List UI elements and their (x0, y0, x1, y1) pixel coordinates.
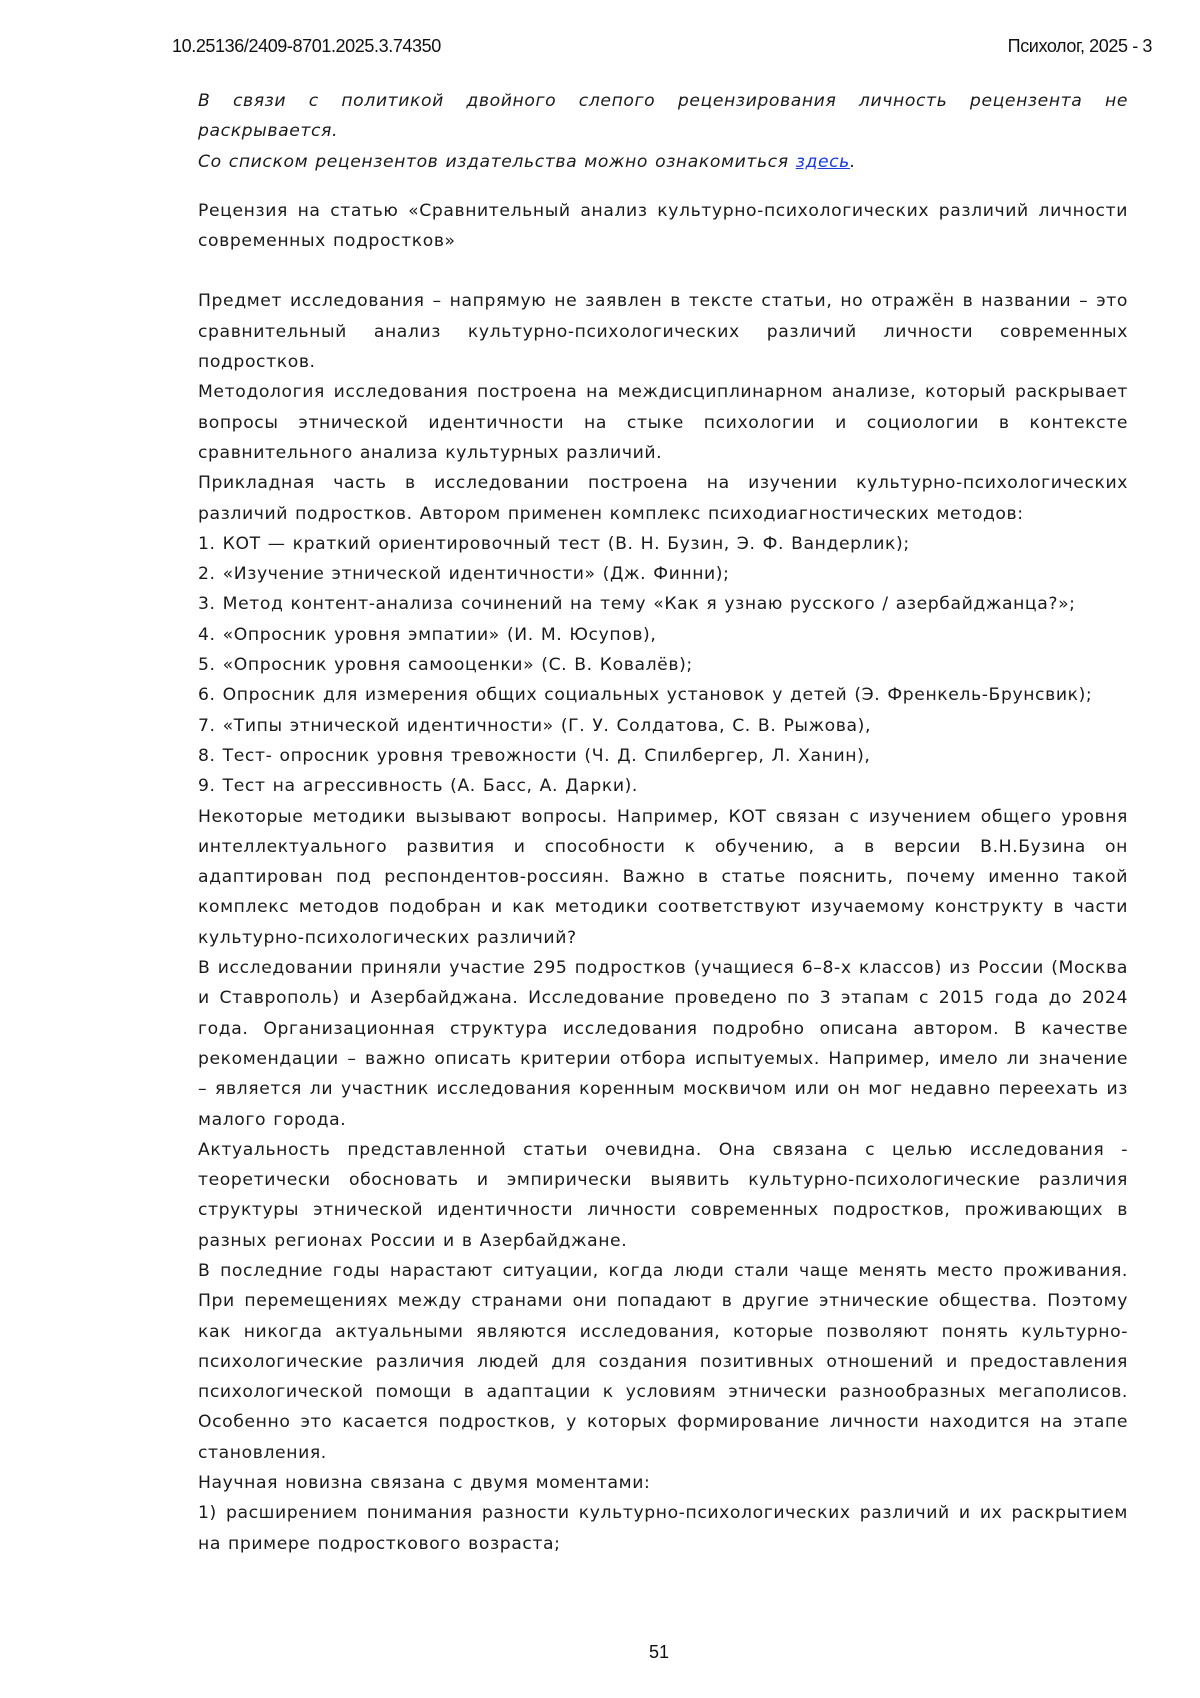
paragraph-migration-context: В последние годы нарастают ситуации, когда люди стали чаще менять место проживания. При перемещениях между странами они попадают в другие этнические общества. Поэтому как никогда актуальными являются исследования, которые позволяют понять культурно-психологические различия людей для создания позитивных отношений и предоставления психологической помощи в адаптации к условиям этнически разнообразных мегаполисов. Особенно это касается подростков, у которых формирование личности находится на этапе становления. (198, 1260, 1128, 1463)
paragraph-relevance: Актуальность представленной статьи очевидна. Она связана с целью исследования - теоретически обосновать и эмпирически выявить культурно-психологические различия структуры этнической идентичности личности современных подростков, проживающих в разных регионах России и в Азербайджане. (198, 1139, 1128, 1251)
method-list-item: 9. Тест на агрессивность (А. Басс, А. Дарки). (198, 776, 638, 797)
method-list-item: 8. Тест- опросник уровня тревожности (Ч. Д. Спилбергер, Л. Ханин), (198, 745, 871, 766)
review-body (198, 86, 1128, 1559)
spacer (198, 177, 1128, 196)
novelty-list-item: 1) расширением понимания разности культурно-психологических различий и их раскрытием на примере подросткового возраста; (198, 1503, 1128, 1554)
reviewers-list-notice (198, 147, 1128, 177)
review-title: Рецензия на статью «Сравнительный анализ культурно-психологических различий личности современных подростков» (198, 200, 1128, 252)
spacer (198, 256, 1128, 286)
page-header (172, 36, 1152, 60)
doi-label: 10.25136/2409-8701.2025.3.74350 (172, 36, 441, 56)
paragraph-novelty: Научная новизна связана с двумя моментами: (198, 1473, 651, 1494)
reviewers-list-text: Со списком рецензентов издательства можно ознакомиться (198, 151, 796, 172)
page-number: 51 (648, 1642, 670, 1662)
method-list-item: 5. «Опросник уровня самооценки» (С. В. Ковалёв); (198, 655, 693, 676)
method-list-item: 3. Метод контент-анализа сочинений на тему «Как я узнаю русского / азербайджанца?»; (198, 594, 1076, 615)
paragraph-method-questions: Некоторые методики вызывают вопросы. Например, КОТ связан с изучением общего уровня интеллектуального развития и способности к обучению, а в версии В.Н.Бузина он адаптирован под респондентов-россиян. Важно в статье пояснить, почему именно такой комплекс методов подобран и как методики соответствуют изучаемому конструкту в части культурно-психологических различий? (198, 806, 1128, 948)
reviewers-list-link[interactable]: здесь (795, 151, 850, 172)
method-list-item: 7. «Типы этнической идентичности» (Г. У. Солдатова, С. В. Рыжова), (198, 715, 872, 736)
review-policy-notice: В связи с политикой двойного слепого рецензирования личность рецензента не раскрывается. (198, 91, 1128, 142)
paragraph-applied-part: Прикладная часть в исследовании построена на изучении культурно-психологических различий подростков. Автором применен комплекс психодиагностических методов: (198, 473, 1128, 524)
paragraph-subject: Предмет исследования – напрямую не заявлен в тексте статьи, но отражён в названии – это сравнительный анализ культурно-психологических различий личности современных подростков. (198, 291, 1128, 373)
journal-issue-label: Психолог, 2025 - 3 (1007, 36, 1152, 56)
method-list-item: 4. «Опросник уровня эмпатии» (И. М. Юсупов), (198, 624, 657, 645)
reviewers-list-suffix: . (849, 151, 856, 172)
method-list-item: 2. «Изучение этнической идентичности» (Дж. Финни); (198, 564, 730, 585)
paragraph-methodology: Методология исследования построена на междисциплинарном анализе, который раскрывает вопросы этнической идентичности на стыке психологии и социологии в контексте сравнительного анализа культурных различий. (198, 382, 1128, 463)
method-list-item: 6. Опросник для измерения общих социальных установок у детей (Э. Френкель-Брунсвик); (198, 685, 1093, 706)
paragraph-participants: В исследовании приняли участие 295 подростков (учащиеся 6–8-х классов) из России (Москва и Ставрополь) и Азербайджана. Исследование проведено по 3 этапам с 2015 года до 2024 года. Организационная структура исследования подробно описана автором. В качестве рекомендации – важно описать критерии отбора испытуемых. Например, имело ли значение – является ли участник исследования коренным москвичом или он мог недавно переехать из малого города. (198, 958, 1128, 1130)
method-list-item: 1. КОТ — краткий ориентировочный тест (В. Н. Бузин, Э. Ф. Вандерлик); (198, 533, 910, 554)
